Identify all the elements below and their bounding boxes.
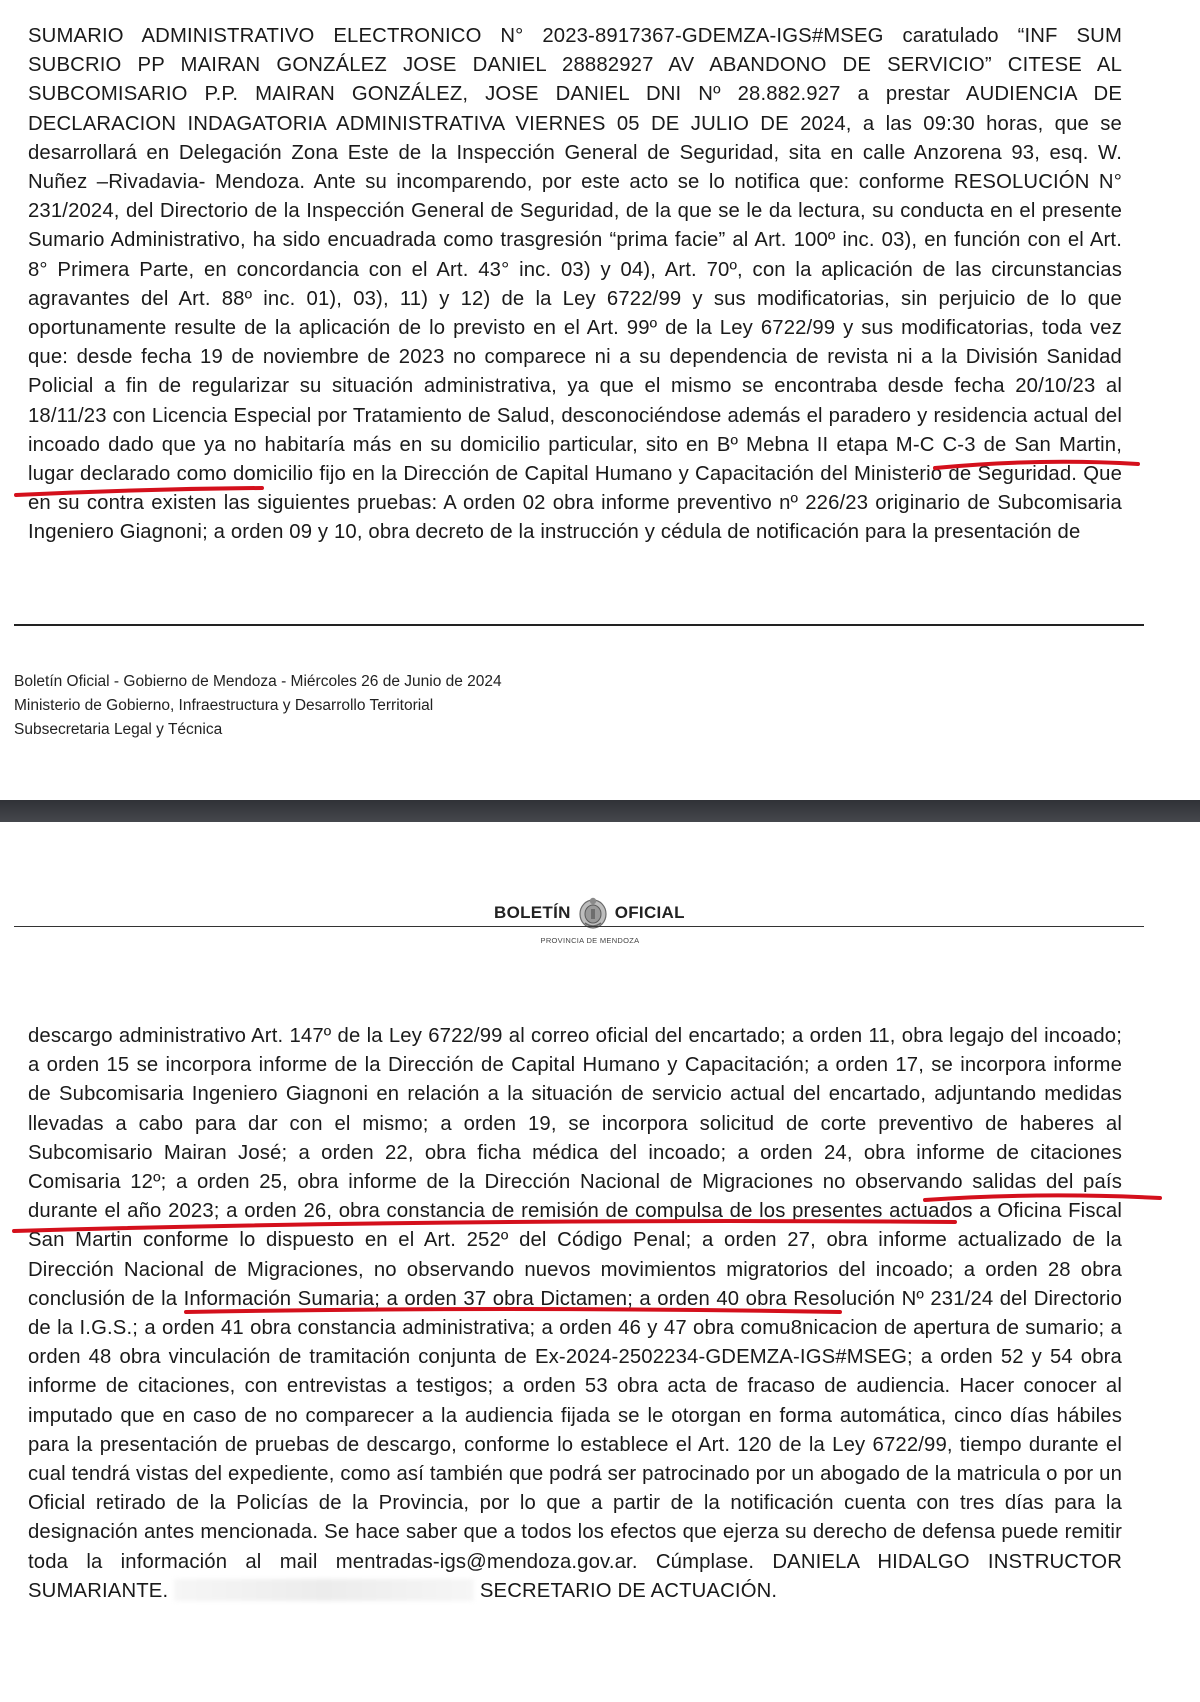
document-page-top [0,0,1200,800]
highlighted-phrase-movimientos: no observando nuevos movimientos migratorios del incoado [373,1258,948,1281]
red-underline-annotation-bottom [0,822,1200,1702]
red-underline-stroke-5 [186,1309,840,1312]
footer-line-3: Subsecretaria Legal y Técnica [14,721,223,738]
red-underline-stroke-4 [14,1221,955,1231]
logo-word-left: BOLETÍN [494,903,571,922]
paragraph-text-a: descargo administrativo Art. 147º de la Ley 6722/99 al correo oficial del encartado; a orden 11, obra legajo del incoado; a orden 15 se incorpora informe de la Dirección de Capital Humano y Capacitación; a orden 17, se incorpora informe de Subcomisaria Ingeniero Giagnoni en relación a la situación de servicio actual del encartado, adjuntando medidas llevadas a cabo para dar con el mismo; a orden 19, se incorpora solicitud de corte preventivo de haberes al Subcomisario Mairan José; a orden 22, obra ficha médica del incoado; a orden 24, obra informe de citaciones Comisaria 12º; a orden 25, [28,1025,1122,1194]
page-separator [0,800,1200,822]
red-underline-stroke-2 [16,488,262,495]
footer-line-2: Ministerio de Gobierno, Infraestructura y Desarrollo Territorial [14,697,434,714]
paragraph-text-d: SECRETARIO DE ACTUACIÓN. [479,1579,778,1602]
logo-word-right: OFICIAL [614,903,685,922]
paragraph-text-continued: y residencia actual del incoado dado que ya no habitaría más en su domicilio particular, sito en Bº Mebna II etapa M-C C-3 de San Martin, lugar declarado como domicilio fijo en la Dirección de Capital Humano y Capacitación del Ministerio de Seguridad. Que en su contra existen las siguientes pruebas: A orden 02 obra informe preventivo nº 226/23 originario de Subcomisaria Ingeniero Giagnoni; a orden 09 y 10, obra decreto de la instrucción y cédula de notificación para la presentación de [28,404,1122,544]
highlighted-phrase-paradero: desconociéndose además el paradero [561,404,912,427]
paragraph-text-c: ; a orden 28 obra conclusión de la Información Sumaria; a orden 37 obra Dictamen; a orden 40 obra Resolución Nº 231/24 del Directorio de la I.G.S.; a orden 41 obra constancia administrativa; a orden 46 y 47 obra comu8nicacion de apertura de sumario; a orden 48 obra vinculación de tramitación conjunta de Ex-2024-2502234-GDEMZA-IGS#MSEG; a orden 52 y 54 obra informe de citaciones, con entrevistas a testigos; a orden 53 obra acta de fracaso de audiencia. Hacer conocer al imputado que en caso de no comparecer a la audiencia fijada se le otorgan en forma automática, cinco días hábiles para la presentación de pruebas de descargo, conforme lo establece el Art. 120 de la Ley 6722/99, tiempo durante el cual tendrá vistas del expediente, como así también que podrá ser patrocinado por un abogado de la matricula o por un Oficial retirado de la Policías de la Provincia, por lo que a partir de la notificación cuenta con tres días para la designación antes mencionada. Se hace saber que a todos los efectos que ejerza su derecho de defensa puede remitir toda la información al mail mentradas-igs@mendoza.gov.ar. Cúmplase. DANIELA HIDALGO INSTRUCTOR SUMARIANTE. [28,1258,1122,1602]
red-underline-stroke-1 [935,462,1138,468]
paragraph-text-b: ; a orden 26, obra constancia de remisión de compulsa de los presentes actuados a Oficina Fiscal San Martin conforme lo dispuesto en el Art. 252º del Código Penal; a orden 27, obra informe actualizado de la Dirección Nacional de Migraciones, [28,1200,1122,1281]
highlighted-phrase-migraciones: obra informe de la Dirección Nacional de Migraciones no observando salidas del país durante el año 2023 [28,1171,1122,1223]
page-footer [14,670,502,742]
document-page-bottom [0,822,1200,1702]
logo-subtitle: PROVINCIA DE MENDOZA [540,936,640,945]
red-underline-stroke-3 [925,1195,1160,1200]
paragraph-text: SUMARIO ADMINISTRATIVO ELECTRONICO N° 2023-8917367-GDEMZA-IGS#MSEG caratulado “INF SUM SUBCRIO PP MAIRAN GONZÁLEZ JOSE DANIEL 28882927 AV ABANDONO DE SERVICIO” CITESE AL SUBCOMISARIO P.P. MAIRAN GONZÁLEZ, JOSE DANIEL DNI Nº 28.882.927 a prestar AUDIENCIA DE DECLARACION INDAGATORIA ADMINISTRATIVA VIERNES 05 DE JULIO DE 2024, a las 09:30 horas, que se desarrollará en Delegación Zona Este de la Inspección General de Seguridad, sita en calle Anzorena 93, esq. W. Nuñez –Rivadavia- Mendoza. Ante su incomparendo, por este acto se lo notifica que: conforme RESOLUCIÓN N° 231/2024, del Directorio de la Inspección General de Seguridad, de la que se le da lectura, su conducta en el presente Sumario Administrativo, ha sido encuadrada como trasgresión “prima facie” al Art. 100º inc. 03), en función con el Art. 8° Primera Parte, en concordancia con el Art. 43° inc. 03) y 04), Art. 70º, con la aplicación de las circunstancias agravantes del Art. 88º inc. 01), 03), 11) y 12) de la Ley 6722/99 y sus modificatorias, sin perjuicio de lo que oportunamente resulte de la aplicación de lo previsto en el Art. 99º de la Ley 6722/99 y sus modificatorias, toda vez que: desde fecha 19 de noviembre de 2023 no comparece ni a su dependencia de revista ni a la División Sanidad Policial a fin de regularizar su situación administrativa, ya que el mismo se encontraba desde fecha 20/10/23 al 18/11/23 con Licencia Especial por Tratamiento de Salud, [28,25,1122,427]
footer-line-1: Boletín Oficial - Gobierno de Mendoza - Miércoles 26 de Junio de 2024 [14,673,502,690]
page-divider-line [14,624,1144,626]
